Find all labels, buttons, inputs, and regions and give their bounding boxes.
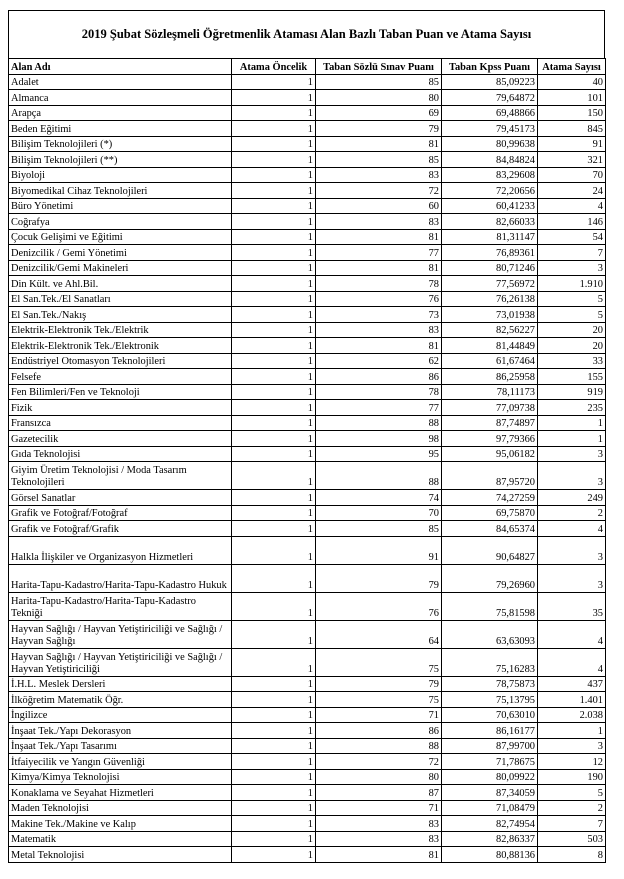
alan-adi-cell: Denizcilik / Gemi Yönetimi bbox=[9, 245, 232, 261]
atama-oncelik-cell: 1 bbox=[232, 754, 316, 770]
sozlu-puan-cell: 78 bbox=[316, 384, 442, 400]
table-row bbox=[9, 738, 606, 754]
table-row bbox=[9, 692, 606, 708]
alan-adi-cell: Elektrik-Elektronik Tek./Elektrik bbox=[9, 322, 232, 338]
kpss-puan-cell: 81,31147 bbox=[442, 229, 538, 245]
atama-oncelik-cell: 1 bbox=[232, 291, 316, 307]
alan-adi-cell: Matematik bbox=[9, 831, 232, 847]
kpss-puan-cell: 80,88136 bbox=[442, 847, 538, 863]
atama-sayisi-cell: 2.038 bbox=[538, 707, 606, 723]
alan-adi-cell: Endüstriyel Otomasyon Teknolojileri bbox=[9, 353, 232, 369]
table-row bbox=[9, 536, 606, 564]
kpss-puan-cell: 97,79366 bbox=[442, 431, 538, 447]
kpss-puan-cell: 87,74897 bbox=[442, 415, 538, 431]
table-row bbox=[9, 245, 606, 261]
sozlu-puan-cell: 72 bbox=[316, 183, 442, 199]
alan-adi-cell: Fizik bbox=[9, 400, 232, 416]
atama-sayisi-cell: 5 bbox=[538, 307, 606, 323]
atama-sayisi-cell: 4 bbox=[538, 521, 606, 537]
sozlu-puan-cell: 86 bbox=[316, 723, 442, 739]
kpss-puan-cell: 87,95720 bbox=[442, 462, 538, 490]
atama-sayisi-cell: 4 bbox=[538, 648, 606, 676]
kpss-puan-cell: 79,45173 bbox=[442, 121, 538, 137]
sozlu-puan-cell: 81 bbox=[316, 338, 442, 354]
kpss-puan-cell: 82,56227 bbox=[442, 322, 538, 338]
sozlu-puan-cell: 77 bbox=[316, 400, 442, 416]
alan-adi-cell: İ.H.L. Meslek Dersleri bbox=[9, 676, 232, 692]
alan-adi-cell: Giyim Üretim Teknolojisi / Moda Tasarım Teknolojileri bbox=[9, 462, 232, 490]
atama-sayisi-cell: 91 bbox=[538, 136, 606, 152]
atama-sayisi-cell: 437 bbox=[538, 676, 606, 692]
sozlu-puan-cell: 64 bbox=[316, 620, 442, 648]
alan-adi-cell: Beden Eğitimi bbox=[9, 121, 232, 137]
sozlu-puan-cell: 71 bbox=[316, 800, 442, 816]
table-row bbox=[9, 800, 606, 816]
sozlu-puan-cell: 60 bbox=[316, 198, 442, 214]
table-row bbox=[9, 676, 606, 692]
table-row bbox=[9, 505, 606, 521]
table-row bbox=[9, 707, 606, 723]
table-row bbox=[9, 831, 606, 847]
sozlu-puan-cell: 62 bbox=[316, 353, 442, 369]
alan-adi-cell: Fen Bilimleri/Fen ve Teknoloji bbox=[9, 384, 232, 400]
sozlu-puan-cell: 73 bbox=[316, 307, 442, 323]
atama-oncelik-cell: 1 bbox=[232, 121, 316, 137]
table-row bbox=[9, 462, 606, 490]
atama-oncelik-cell: 1 bbox=[232, 800, 316, 816]
table-row bbox=[9, 400, 606, 416]
atama-sayisi-cell: 235 bbox=[538, 400, 606, 416]
alan-adi-cell: Bilişim Teknolojileri (**) bbox=[9, 152, 232, 168]
atama-sayisi-cell: 20 bbox=[538, 338, 606, 354]
table-row bbox=[9, 648, 606, 676]
kpss-puan-cell: 82,66033 bbox=[442, 214, 538, 230]
kpss-puan-cell: 79,64872 bbox=[442, 90, 538, 106]
header-atama-sayisi: Atama Sayısı bbox=[538, 59, 606, 75]
placement-table bbox=[8, 58, 606, 863]
atama-oncelik-cell: 1 bbox=[232, 415, 316, 431]
atama-sayisi-cell: 3 bbox=[538, 536, 606, 564]
kpss-puan-cell: 63,63093 bbox=[442, 620, 538, 648]
atama-oncelik-cell: 1 bbox=[232, 245, 316, 261]
kpss-puan-cell: 78,11173 bbox=[442, 384, 538, 400]
sozlu-puan-cell: 83 bbox=[316, 322, 442, 338]
sozlu-puan-cell: 88 bbox=[316, 415, 442, 431]
atama-sayisi-cell: 33 bbox=[538, 353, 606, 369]
alan-adi-cell: Kimya/Kimya Teknolojisi bbox=[9, 769, 232, 785]
sozlu-puan-cell: 88 bbox=[316, 738, 442, 754]
atama-oncelik-cell: 1 bbox=[232, 152, 316, 168]
table-row bbox=[9, 198, 606, 214]
alan-adi-cell: Çocuk Gelişimi ve Eğitimi bbox=[9, 229, 232, 245]
alan-adi-cell: Arapça bbox=[9, 105, 232, 121]
atama-oncelik-cell: 1 bbox=[232, 338, 316, 354]
sozlu-puan-cell: 81 bbox=[316, 229, 442, 245]
atama-sayisi-cell: 7 bbox=[538, 245, 606, 261]
atama-oncelik-cell: 1 bbox=[232, 462, 316, 490]
alan-adi-cell: Görsel Sanatlar bbox=[9, 490, 232, 506]
atama-oncelik-cell: 1 bbox=[232, 785, 316, 801]
kpss-puan-cell: 80,99638 bbox=[442, 136, 538, 152]
alan-adi-cell: Elektrik-Elektronik Tek./Elektronik bbox=[9, 338, 232, 354]
atama-sayisi-cell: 1 bbox=[538, 415, 606, 431]
kpss-puan-cell: 81,44849 bbox=[442, 338, 538, 354]
kpss-puan-cell: 69,48866 bbox=[442, 105, 538, 121]
kpss-puan-cell: 84,65374 bbox=[442, 521, 538, 537]
atama-oncelik-cell: 1 bbox=[232, 446, 316, 462]
table-row bbox=[9, 322, 606, 338]
kpss-puan-cell: 60,41233 bbox=[442, 198, 538, 214]
atama-oncelik-cell: 1 bbox=[232, 692, 316, 708]
kpss-puan-cell: 80,71246 bbox=[442, 260, 538, 276]
atama-sayisi-cell: 2 bbox=[538, 505, 606, 521]
table-row bbox=[9, 521, 606, 537]
atama-sayisi-cell: 190 bbox=[538, 769, 606, 785]
table-row bbox=[9, 74, 606, 90]
sozlu-puan-cell: 79 bbox=[316, 564, 442, 592]
sozlu-puan-cell: 76 bbox=[316, 592, 442, 620]
atama-sayisi-cell: 70 bbox=[538, 167, 606, 183]
kpss-puan-cell: 77,09738 bbox=[442, 400, 538, 416]
alan-adi-cell: Maden Teknolojisi bbox=[9, 800, 232, 816]
kpss-puan-cell: 84,84824 bbox=[442, 152, 538, 168]
sozlu-puan-cell: 80 bbox=[316, 90, 442, 106]
kpss-puan-cell: 80,09922 bbox=[442, 769, 538, 785]
atama-oncelik-cell: 1 bbox=[232, 136, 316, 152]
sozlu-puan-cell: 81 bbox=[316, 260, 442, 276]
table-row bbox=[9, 592, 606, 620]
atama-sayisi-cell: 146 bbox=[538, 214, 606, 230]
alan-adi-cell: Denizcilik/Gemi Makineleri bbox=[9, 260, 232, 276]
atama-oncelik-cell: 1 bbox=[232, 505, 316, 521]
alan-adi-cell: Gazetecilik bbox=[9, 431, 232, 447]
sozlu-puan-cell: 83 bbox=[316, 831, 442, 847]
atama-oncelik-cell: 1 bbox=[232, 490, 316, 506]
sozlu-puan-cell: 85 bbox=[316, 521, 442, 537]
alan-adi-cell: Coğrafya bbox=[9, 214, 232, 230]
sozlu-puan-cell: 77 bbox=[316, 245, 442, 261]
table-row bbox=[9, 564, 606, 592]
table-row bbox=[9, 214, 606, 230]
atama-sayisi-cell: 40 bbox=[538, 74, 606, 90]
kpss-puan-cell: 77,56972 bbox=[442, 276, 538, 292]
table-row bbox=[9, 785, 606, 801]
atama-oncelik-cell: 1 bbox=[232, 400, 316, 416]
atama-sayisi-cell: 2 bbox=[538, 800, 606, 816]
table-row bbox=[9, 183, 606, 199]
alan-adi-cell: El San.Tek./Nakış bbox=[9, 307, 232, 323]
atama-sayisi-cell: 35 bbox=[538, 592, 606, 620]
table-row bbox=[9, 121, 606, 137]
atama-oncelik-cell: 1 bbox=[232, 592, 316, 620]
kpss-puan-cell: 95,06182 bbox=[442, 446, 538, 462]
alan-adi-cell: İtfaiyecilik ve Yangın Güvenliği bbox=[9, 754, 232, 770]
atama-sayisi-cell: 3 bbox=[538, 462, 606, 490]
atama-oncelik-cell: 1 bbox=[232, 847, 316, 863]
atama-sayisi-cell: 1 bbox=[538, 431, 606, 447]
alan-adi-cell: Harita-Tapu-Kadastro/Harita-Tapu-Kadastro Hukuk bbox=[9, 564, 232, 592]
atama-sayisi-cell: 24 bbox=[538, 183, 606, 199]
sozlu-puan-cell: 88 bbox=[316, 462, 442, 490]
spreadsheet-page bbox=[8, 10, 605, 863]
header-row bbox=[9, 59, 606, 75]
table-row bbox=[9, 769, 606, 785]
atama-oncelik-cell: 1 bbox=[232, 198, 316, 214]
atama-oncelik-cell: 1 bbox=[232, 816, 316, 832]
atama-oncelik-cell: 1 bbox=[232, 229, 316, 245]
atama-sayisi-cell: 12 bbox=[538, 754, 606, 770]
table-row bbox=[9, 152, 606, 168]
alan-adi-cell: Büro Yönetimi bbox=[9, 198, 232, 214]
sozlu-puan-cell: 81 bbox=[316, 847, 442, 863]
atama-oncelik-cell: 1 bbox=[232, 723, 316, 739]
atama-oncelik-cell: 1 bbox=[232, 738, 316, 754]
atama-sayisi-cell: 20 bbox=[538, 322, 606, 338]
alan-adi-cell: Hayvan Sağlığı / Hayvan Yetiştiriciliği ve Sağlığı / Hayvan Yetiştiriciliği bbox=[9, 648, 232, 676]
table-row bbox=[9, 384, 606, 400]
kpss-puan-cell: 75,13795 bbox=[442, 692, 538, 708]
sozlu-puan-cell: 83 bbox=[316, 214, 442, 230]
alan-adi-cell: Biyoloji bbox=[9, 167, 232, 183]
table-row bbox=[9, 431, 606, 447]
atama-sayisi-cell: 8 bbox=[538, 847, 606, 863]
kpss-puan-cell: 76,89361 bbox=[442, 245, 538, 261]
kpss-puan-cell: 71,08479 bbox=[442, 800, 538, 816]
sozlu-puan-cell: 80 bbox=[316, 769, 442, 785]
alan-adi-cell: Gıda Teknolojisi bbox=[9, 446, 232, 462]
kpss-puan-cell: 73,01938 bbox=[442, 307, 538, 323]
kpss-puan-cell: 70,63010 bbox=[442, 707, 538, 723]
atama-oncelik-cell: 1 bbox=[232, 831, 316, 847]
table-row bbox=[9, 847, 606, 863]
kpss-puan-cell: 85,09223 bbox=[442, 74, 538, 90]
kpss-puan-cell: 75,16283 bbox=[442, 648, 538, 676]
atama-oncelik-cell: 1 bbox=[232, 260, 316, 276]
atama-sayisi-cell: 1 bbox=[538, 723, 606, 739]
atama-sayisi-cell: 5 bbox=[538, 291, 606, 307]
table-row bbox=[9, 816, 606, 832]
alan-adi-cell: Bilişim Teknolojileri (*) bbox=[9, 136, 232, 152]
kpss-puan-cell: 87,99700 bbox=[442, 738, 538, 754]
alan-adi-cell: Metal Teknolojisi bbox=[9, 847, 232, 863]
atama-oncelik-cell: 1 bbox=[232, 384, 316, 400]
alan-adi-cell: İngilizce bbox=[9, 707, 232, 723]
kpss-puan-cell: 79,26960 bbox=[442, 564, 538, 592]
atama-sayisi-cell: 7 bbox=[538, 816, 606, 832]
atama-sayisi-cell: 3 bbox=[538, 564, 606, 592]
alan-adi-cell: Almanca bbox=[9, 90, 232, 106]
sozlu-puan-cell: 71 bbox=[316, 707, 442, 723]
alan-adi-cell: Harita-Tapu-Kadastro/Harita-Tapu-Kadastro Tekniği bbox=[9, 592, 232, 620]
alan-adi-cell: Fransızca bbox=[9, 415, 232, 431]
atama-oncelik-cell: 1 bbox=[232, 322, 316, 338]
table-row bbox=[9, 338, 606, 354]
atama-oncelik-cell: 1 bbox=[232, 90, 316, 106]
table-row bbox=[9, 620, 606, 648]
alan-adi-cell: El San.Tek./El Sanatları bbox=[9, 291, 232, 307]
sozlu-puan-cell: 72 bbox=[316, 754, 442, 770]
atama-oncelik-cell: 1 bbox=[232, 676, 316, 692]
alan-adi-cell: Felsefe bbox=[9, 369, 232, 385]
table-row bbox=[9, 136, 606, 152]
atama-oncelik-cell: 1 bbox=[232, 564, 316, 592]
table-row bbox=[9, 167, 606, 183]
sozlu-puan-cell: 76 bbox=[316, 291, 442, 307]
alan-adi-cell: Biyomedikal Cihaz Teknolojileri bbox=[9, 183, 232, 199]
atama-sayisi-cell: 54 bbox=[538, 229, 606, 245]
header-sozlu-puan: Taban Sözlü Sınav Puanı bbox=[316, 59, 442, 75]
sozlu-puan-cell: 74 bbox=[316, 490, 442, 506]
table-row bbox=[9, 260, 606, 276]
kpss-puan-cell: 61,67464 bbox=[442, 353, 538, 369]
kpss-puan-cell: 72,20656 bbox=[442, 183, 538, 199]
table-row bbox=[9, 723, 606, 739]
kpss-puan-cell: 86,25958 bbox=[442, 369, 538, 385]
alan-adi-cell: Grafik ve Fotoğraf/Grafik bbox=[9, 521, 232, 537]
atama-oncelik-cell: 1 bbox=[232, 167, 316, 183]
kpss-puan-cell: 74,27259 bbox=[442, 490, 538, 506]
alan-adi-cell: Adalet bbox=[9, 74, 232, 90]
sozlu-puan-cell: 75 bbox=[316, 692, 442, 708]
table-row bbox=[9, 90, 606, 106]
atama-oncelik-cell: 1 bbox=[232, 431, 316, 447]
kpss-puan-cell: 87,34059 bbox=[442, 785, 538, 801]
atama-sayisi-cell: 1.401 bbox=[538, 692, 606, 708]
table-row bbox=[9, 369, 606, 385]
alan-adi-cell: Makine Tek./Makine ve Kalıp bbox=[9, 816, 232, 832]
alan-adi-cell: Din Kült. ve Ahl.Bil. bbox=[9, 276, 232, 292]
atama-oncelik-cell: 1 bbox=[232, 307, 316, 323]
alan-adi-cell: Grafik ve Fotoğraf/Fotoğraf bbox=[9, 505, 232, 521]
table-row bbox=[9, 754, 606, 770]
sozlu-puan-cell: 69 bbox=[316, 105, 442, 121]
table-row bbox=[9, 307, 606, 323]
atama-oncelik-cell: 1 bbox=[232, 707, 316, 723]
kpss-puan-cell: 86,16177 bbox=[442, 723, 538, 739]
atama-sayisi-cell: 4 bbox=[538, 620, 606, 648]
sozlu-puan-cell: 87 bbox=[316, 785, 442, 801]
kpss-puan-cell: 75,81598 bbox=[442, 592, 538, 620]
atama-sayisi-cell: 3 bbox=[538, 260, 606, 276]
table-row bbox=[9, 490, 606, 506]
sozlu-puan-cell: 83 bbox=[316, 816, 442, 832]
sozlu-puan-cell: 95 bbox=[316, 446, 442, 462]
atama-oncelik-cell: 1 bbox=[232, 105, 316, 121]
atama-sayisi-cell: 503 bbox=[538, 831, 606, 847]
sozlu-puan-cell: 81 bbox=[316, 136, 442, 152]
sozlu-puan-cell: 79 bbox=[316, 121, 442, 137]
sozlu-puan-cell: 91 bbox=[316, 536, 442, 564]
atama-oncelik-cell: 1 bbox=[232, 620, 316, 648]
table-row bbox=[9, 446, 606, 462]
atama-oncelik-cell: 1 bbox=[232, 276, 316, 292]
header-kpss-puan: Taban Kpss Puanı bbox=[442, 59, 538, 75]
table-row bbox=[9, 291, 606, 307]
header-alan-adi: Alan Adı bbox=[9, 59, 232, 75]
atama-sayisi-cell: 919 bbox=[538, 384, 606, 400]
kpss-puan-cell: 82,86337 bbox=[442, 831, 538, 847]
sozlu-puan-cell: 85 bbox=[316, 152, 442, 168]
atama-sayisi-cell: 3 bbox=[538, 738, 606, 754]
atama-oncelik-cell: 1 bbox=[232, 214, 316, 230]
atama-oncelik-cell: 1 bbox=[232, 648, 316, 676]
alan-adi-cell: İnşaat Tek./Yapı Tasarımı bbox=[9, 738, 232, 754]
atama-oncelik-cell: 1 bbox=[232, 353, 316, 369]
table-title: 2019 Şubat Sözleşmeli Öğretmenlik Ataması Alan Bazlı Taban Puan ve Atama Sayısı bbox=[8, 10, 605, 58]
sozlu-puan-cell: 83 bbox=[316, 167, 442, 183]
kpss-puan-cell: 82,74954 bbox=[442, 816, 538, 832]
sozlu-puan-cell: 78 bbox=[316, 276, 442, 292]
table-row bbox=[9, 415, 606, 431]
sozlu-puan-cell: 85 bbox=[316, 74, 442, 90]
sozlu-puan-cell: 70 bbox=[316, 505, 442, 521]
atama-oncelik-cell: 1 bbox=[232, 183, 316, 199]
kpss-puan-cell: 69,75870 bbox=[442, 505, 538, 521]
table-row bbox=[9, 353, 606, 369]
sozlu-puan-cell: 98 bbox=[316, 431, 442, 447]
atama-sayisi-cell: 155 bbox=[538, 369, 606, 385]
alan-adi-cell: İnşaat Tek./Yapı Dekorasyon bbox=[9, 723, 232, 739]
atama-oncelik-cell: 1 bbox=[232, 521, 316, 537]
table-row bbox=[9, 105, 606, 121]
alan-adi-cell: Konaklama ve Seyahat Hizmetleri bbox=[9, 785, 232, 801]
atama-sayisi-cell: 249 bbox=[538, 490, 606, 506]
atama-sayisi-cell: 3 bbox=[538, 446, 606, 462]
kpss-puan-cell: 71,78675 bbox=[442, 754, 538, 770]
kpss-puan-cell: 78,75873 bbox=[442, 676, 538, 692]
sozlu-puan-cell: 86 bbox=[316, 369, 442, 385]
atama-sayisi-cell: 1.910 bbox=[538, 276, 606, 292]
alan-adi-cell: Halkla İlişkiler ve Organizasyon Hizmetleri bbox=[9, 536, 232, 564]
table-row bbox=[9, 276, 606, 292]
alan-adi-cell: Hayvan Sağlığı / Hayvan Yetiştiriciliği ve Sağlığı / Hayvan Sağlığı bbox=[9, 620, 232, 648]
header-atama-oncelik: Atama Öncelik bbox=[232, 59, 316, 75]
atama-sayisi-cell: 4 bbox=[538, 198, 606, 214]
atama-sayisi-cell: 321 bbox=[538, 152, 606, 168]
kpss-puan-cell: 76,26138 bbox=[442, 291, 538, 307]
atama-sayisi-cell: 101 bbox=[538, 90, 606, 106]
atama-oncelik-cell: 1 bbox=[232, 369, 316, 385]
kpss-puan-cell: 83,29608 bbox=[442, 167, 538, 183]
sozlu-puan-cell: 79 bbox=[316, 676, 442, 692]
alan-adi-cell: İlköğretim Matematik Öğr. bbox=[9, 692, 232, 708]
table-row bbox=[9, 229, 606, 245]
atama-sayisi-cell: 150 bbox=[538, 105, 606, 121]
atama-sayisi-cell: 5 bbox=[538, 785, 606, 801]
atama-oncelik-cell: 1 bbox=[232, 74, 316, 90]
atama-oncelik-cell: 1 bbox=[232, 769, 316, 785]
kpss-puan-cell: 90,64827 bbox=[442, 536, 538, 564]
sozlu-puan-cell: 75 bbox=[316, 648, 442, 676]
atama-oncelik-cell: 1 bbox=[232, 536, 316, 564]
atama-sayisi-cell: 845 bbox=[538, 121, 606, 137]
